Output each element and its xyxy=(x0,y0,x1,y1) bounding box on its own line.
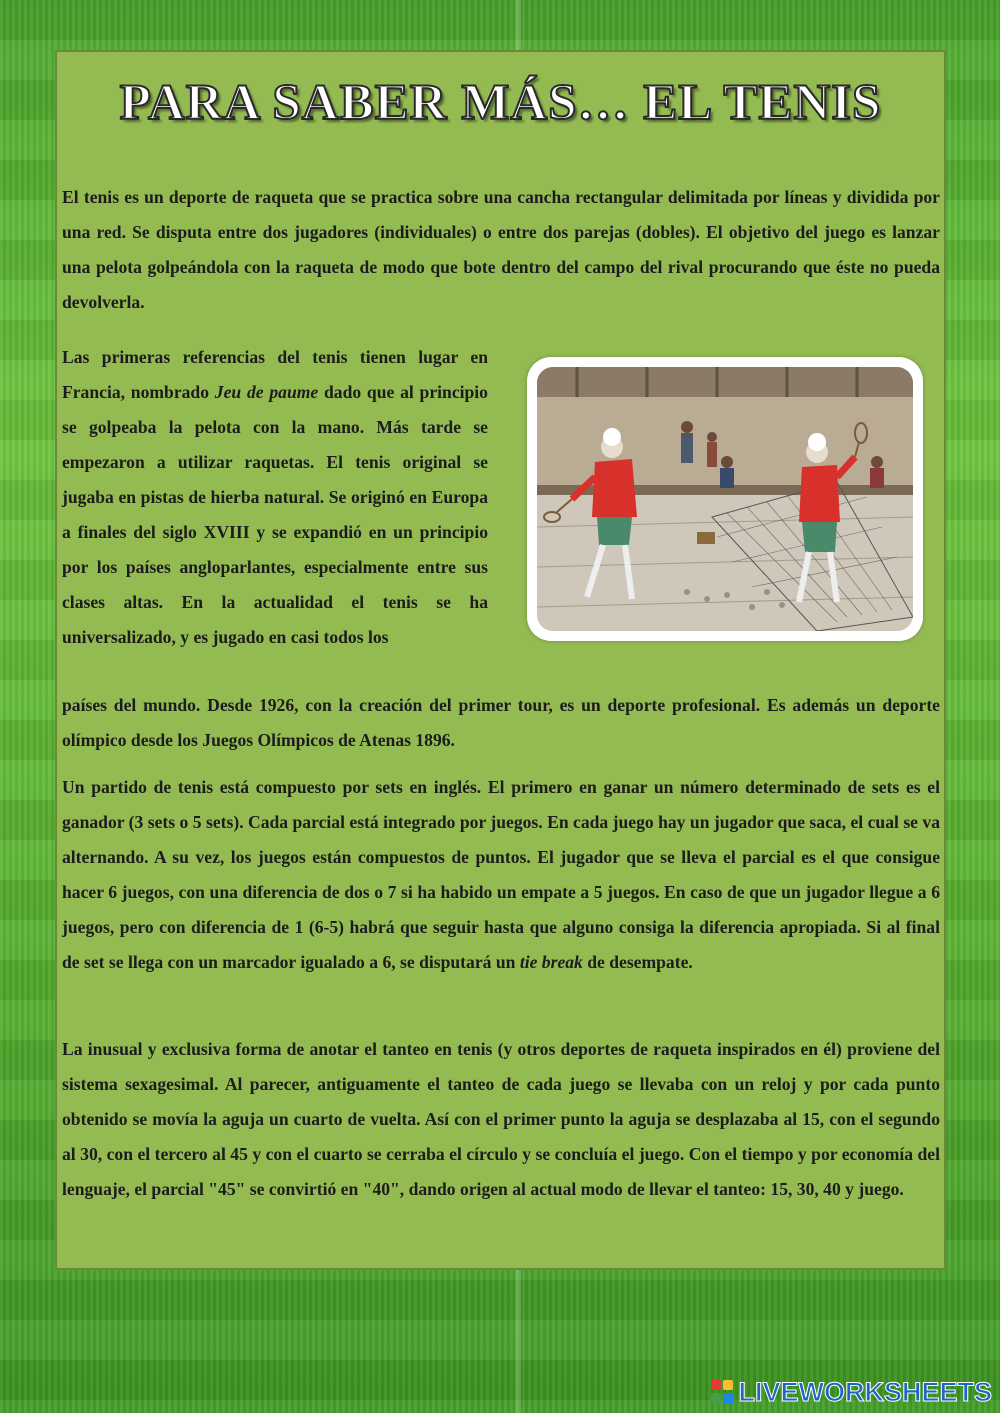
historical-tennis-illustration xyxy=(527,357,923,641)
paragraph-history-continued: países del mundo. Desde 1926, con la creación del primer tour, es un deporte profesional. Es además un deporte olímpico desde los Juegos Olímpicos de Atenas 1896. xyxy=(62,695,940,750)
paragraph-match-structure xyxy=(62,770,940,980)
paragraph-history xyxy=(62,340,488,655)
match-text-start: Un partido de tenis está compuesto por sets en inglés. El primero en ganar un número determinado de sets es el ganador (3 sets o 5 sets). Cada parcial está integrado por juegos. En cada juego hay un jugador que saca, el cual se va alternando. A su vez, los juegos están compuestos de puntos. El jugador que se lleva el parcial es el que consigue hacer 6 juegos, con una diferencia de dos o 7 si ha habido un empate a 5 juegos. En caso de que un jugador llegue a 6 juegos, pero con diferencia de 1 (6-5) habrá que seguir hasta que alguno consiga la diferencia apropiada. Si al final de set se llega con un marcador igualado a 6, se disputará un xyxy=(62,777,940,972)
content-panel xyxy=(55,50,946,1270)
history-text-start: Las primeras referencias del tenis tienen lugar en Francia, nombrado xyxy=(62,347,488,402)
liveworksheets-icon xyxy=(710,1379,734,1405)
liveworksheets-logo[interactable] xyxy=(710,1377,992,1407)
tie-break-term: tie break xyxy=(519,952,583,972)
history-text-mid: dado que al principio se golpeaba la pelota con la mano. Más tarde se empezaron a utilizar raquetas. El tenis original se jugaba en pistas de hierba natural. Se originó en Europa a finales del siglo XVIII y se expandió en un principio por los países angloparlantes, especialmente entre sus clases altas. En la actualidad el tenis se ha universalizado, y es jugado en casi todos los xyxy=(62,382,488,647)
paragraph-scoring: La inusual y exclusiva forma de anotar el tanteo en tenis (y otros deportes de raqueta inspirados en él) proviene del sistema sexagesimal. Al parecer, antiguamente el tanteo de cada juego se llevaba con un reloj y por cada punto obtenido se movía la aguja un cuarto de vuelta. Así con el primer punto la aguja se desplazaba al 15, con el segundo al 30, con el tercero al 45 y con el cuarto se cerraba el círculo y se concluía el juego. Con el tiempo y por economía del lenguaje, el parcial "45" se convirtió en "40", dando origen al actual modo de llevar el tanteo: 15, 30, 40 y juego. xyxy=(62,1039,940,1199)
jeu-de-paume-term: Jeu de paume xyxy=(214,382,319,402)
tennis-engraving-image xyxy=(537,367,913,631)
paragraph-intro: El tenis es un deporte de raqueta que se practica sobre una cancha rectangular delimitada por líneas y dividida por una red. Se disputa entre dos jugadores (individuales) o entre dos parejas (dobles). El objetivo del juego es lanzar una pelota golpeándola con la raqueta de modo que bote dentro del campo del rival procurando que éste no pueda devolverla. xyxy=(62,187,940,312)
page-title: PARA SABER MÁS… EL TENIS xyxy=(119,75,882,131)
match-text-end: de desempate. xyxy=(582,952,693,972)
liveworksheets-wordmark: LIVEWORKSHEETS xyxy=(738,1376,992,1407)
